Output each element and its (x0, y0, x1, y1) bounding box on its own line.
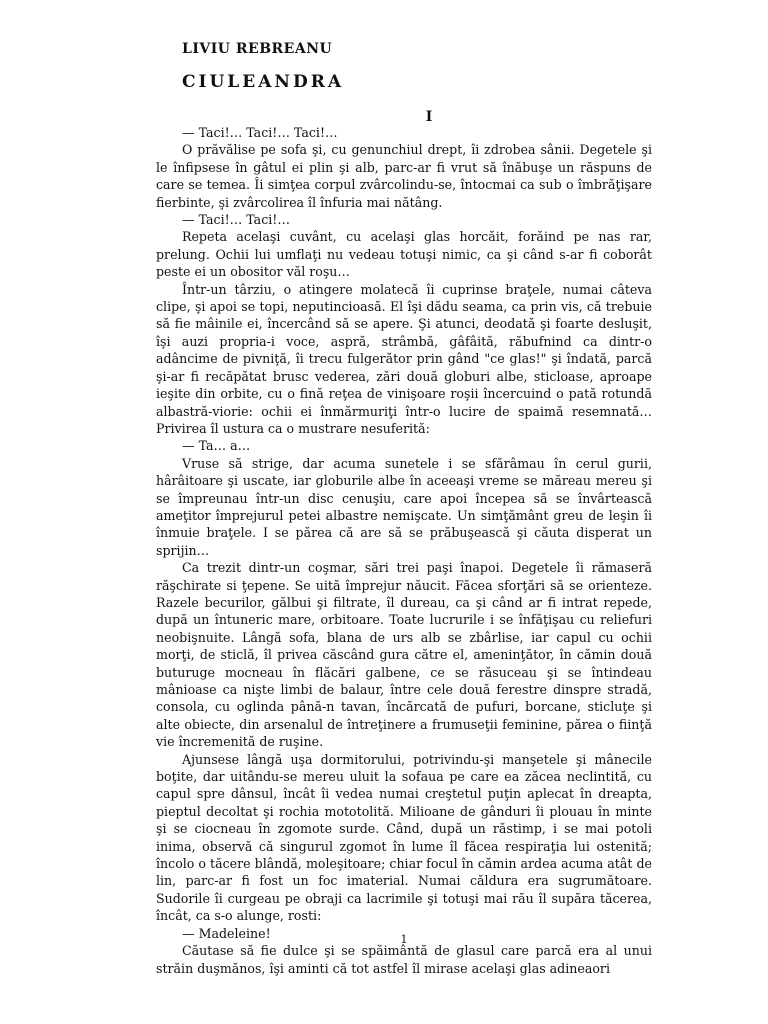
paragraph: Vruse să strige, dar acuma sunetele i se sfărâmau în cerul gurii, hârâitoare şi uscate, iar globurile albe în aceeaşi vreme se măreau mereu şi se împreunau într-un disc cenuşiu, care apoi începea să se învârtească ameţitor împrejurul petei albastre nemişcate. Un simţământ greu de leşin îi înmuie braţele. I se părea că are să se prăbuşească şi căuta disperat un sprijin… (156, 455, 652, 558)
paragraph: Ajunsese lângă uşa dormitorului, potrivindu-şi manşetele şi mânecile boţite, dar uitându-se mereu uluit la sofaua pe care ea zăcea neclintită, cu capul spre dânsul, încât îi vedea numai creştetul puţin aplecat în dreapta, pieptul decoltat şi rochia mototolită. Milioane de gânduri îi plouau în minte şi se ciocneau în zgomote surde. Când, după un răstimp, i se mai potoli inima, observă că singurul zgomot în lume îl făcea respiraţia lui ostenită; încolo o tăcere blândă, moleşitoare; chiar focul în cămin ardea acuma atât de lin, parc-ar fi fost un foc imaterial. Numai căldura era sugrumătoare. Sudorile îi curgeau pe obraji ca lacrimile şi totuşi mai rău îl supăra tăcerea, încât, ca s-o alunge, rosti: (156, 751, 652, 924)
chapter-number: I (425, 109, 433, 125)
paragraph: Într-un târziu, o atingere molatecă îi cuprinse braţele, numai câteva clipe, şi apoi se topi, neputincioasă. El îşi dădu seama, ca prin vis, că trebuie să fie mâinile ei, încercând să se apere. Şi atunci, deodată şi foarte desluşit, îşi auzi propria-i voce, aspră, strâmbă, gâfâită, răbufnind ca dintr-o adâncime de pivniţă, îi trecu fulgerător prin gând "ce glas!" şi îndată, parcă şi-ar fi recăpătat brusc vederea, zări două globuri albe, sticloase, aproape ieşite din orbite, cu o fină reţea de vinişoare roşii încercuind o pată rotundă albastră-viorie: ochii ei înmărmuriţi într-o lucire de spaimă resemnată… Privirea îl ustura ca o mustrare nesuferită: (156, 281, 652, 436)
paragraph: Ca trezit dintr-un coşmar, sări trei paşi înapoi. Degetele îi rămaseră răşchirate si ţepene. Se uită împrejur năucit. Făcea sforţări să se orienteze. Razele becurilor, gălbui şi filtrate, îl dureau, ca şi când ar fi intrat repede, după un întuneric mare, orbitoare. Toate lucrurile i se înfăţişau cu reliefuri neobişnuite. Lângă sofa, blana de urs alb se zbârlise, iar capul cu ochii morţi, de sticlă, îl privea căscând gura către el, ameninţător, în cămin două buturuge mocneau în flăcări galbene, ce se răsuceau şi se întindeau mânioase ca nişte limbi de balaur, între cele două ferestre dinspre stradă, consola, cu oglinda până-n tavan, încărcată de pufuri, borcane, sticluţe şi alte obiecte, din arsenalul de întreţinere a frumuseţii feminine, părea o fiinţă vie încremenită de ruşine. (156, 560, 652, 750)
book-title: CIULEANDRA (182, 72, 345, 92)
body-text (156, 124, 652, 977)
author-name: LIVIU REBREANU (182, 41, 333, 57)
page-number: 1 (400, 933, 408, 946)
paragraph: — Ta… a… (182, 438, 251, 454)
paragraph: — Taci!… Taci!… (182, 212, 290, 228)
paragraph: — Madeleine! (182, 925, 271, 941)
paragraph: Căutase să fie dulce şi se spăimântă de glasul care parcă era al unui străin duşmănos, îşi aminti că tot astfel îl mirase acelaşi glas adineaori (156, 943, 652, 976)
paragraph: — Taci!… Taci!… Taci!… (182, 125, 338, 140)
paragraph: O prăvălise pe sofa şi, cu genunchiul drept, îi zdrobea sânii. Degetele şi le înfipsese în gâtul ei plin şi alb, parc-ar fi vrut să înăbuşe un răspuns de care se temea. Îi simţea corpul zvârcolindu-se, întocmai ca sub o îmbrăţişare fierbinte, şi zvârcolirea îl înfuria mai nătâng. (156, 142, 652, 210)
paragraph: Repeta acelaşi cuvânt, cu acelaşi glas horcăit, forăind pe nas rar, prelung. Ochii lui umflaţi nu vedeau totuşi nimic, ca şi când s-ar fi coborât peste ei un obositor văl roşu… (156, 229, 652, 280)
